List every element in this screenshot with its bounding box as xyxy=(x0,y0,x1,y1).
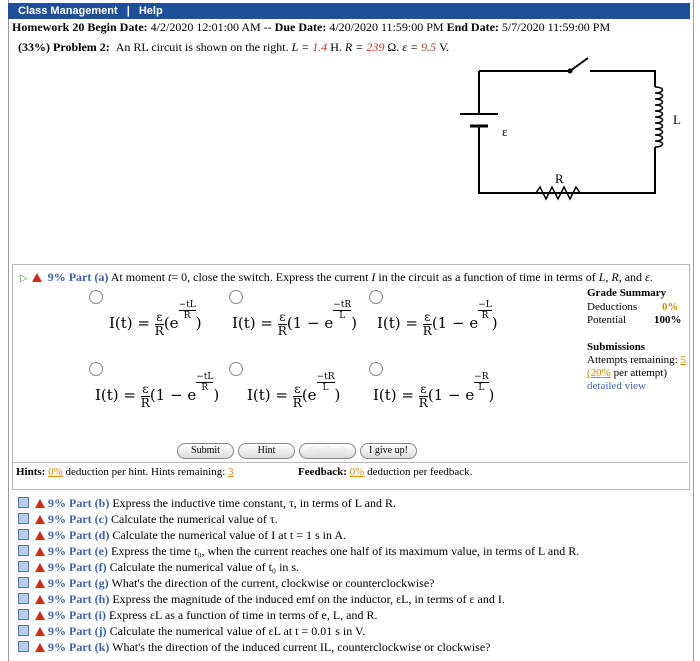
eq-exponent xyxy=(474,372,488,393)
eq-fraction xyxy=(155,311,164,338)
part-a-title: Part (a) xyxy=(68,270,109,284)
warning-icon xyxy=(35,611,45,620)
question-text: At moment xyxy=(110,270,166,284)
part-icon xyxy=(18,513,29,524)
date-dash: -- xyxy=(263,20,272,34)
part-percent: 9% xyxy=(48,592,66,606)
part-row[interactable] xyxy=(18,528,346,543)
part-question: What's the direction of the current, clockwise or counterclockwise? xyxy=(111,576,435,590)
eq-numerator: ε xyxy=(420,381,427,396)
part-percent: 9% xyxy=(48,496,66,510)
question-var-l: L xyxy=(598,270,606,284)
part-title: Part (d) xyxy=(69,528,110,542)
option-1-radio[interactable] xyxy=(89,290,103,304)
eq-fraction xyxy=(278,311,287,338)
rl-circuit-diagram xyxy=(440,52,690,212)
eq-denominator: R xyxy=(140,395,150,410)
deductions-label: Deductions xyxy=(587,301,638,313)
part-question: Express the magnitude of the induced emf on the inductor, εL, in terms of ε and I. xyxy=(112,592,505,606)
option-3-equation xyxy=(377,300,498,338)
part-row[interactable] xyxy=(18,496,396,511)
begin-date-label: Begin Date: xyxy=(87,20,148,34)
question-text: in the circuit as a function of time in terms of xyxy=(378,270,596,284)
resistance-unit: Ω. xyxy=(387,40,400,54)
eq-lhs: I(t) = xyxy=(373,386,414,404)
option-5-equation xyxy=(247,372,340,410)
eq-mid: (e xyxy=(163,314,179,332)
eq-denominator: R xyxy=(418,395,428,410)
part-title: Part (k) xyxy=(69,640,110,654)
part-question: Express εL as a function of time in terms of e, L, and R. xyxy=(108,608,378,622)
eq-exp-numerator: −tL xyxy=(196,372,214,382)
feedback-button[interactable]: Feedback xyxy=(299,443,356,459)
hints-remaining: 3 xyxy=(228,466,234,478)
warning-icon xyxy=(35,627,45,636)
eq-mid: (1 − e xyxy=(286,314,334,332)
inductance-unit: H. xyxy=(330,40,342,54)
begin-date: 4/2/2020 12:01:00 AM xyxy=(150,20,261,34)
option-5-radio[interactable] xyxy=(229,362,243,376)
eq-fraction xyxy=(293,383,302,410)
question-text: = 0, close the switch. Express the current xyxy=(171,270,369,284)
hints-percent: 0% xyxy=(48,466,63,478)
part-percent: 9% xyxy=(48,512,66,526)
question-text: , and xyxy=(618,270,643,284)
eq-exp-denominator: R xyxy=(183,311,191,321)
part-question: Calculate the numerical value of τ. xyxy=(110,512,278,526)
feedback-percent: 0% xyxy=(349,466,365,478)
part-row[interactable] xyxy=(18,544,579,559)
warning-icon xyxy=(35,643,45,652)
hints-text: deduction per hint. Hints remaining: xyxy=(65,466,226,478)
resistor-label: R xyxy=(555,171,564,186)
eq-fraction xyxy=(141,383,150,410)
part-icon xyxy=(18,641,29,652)
eq-numerator: ε xyxy=(156,309,163,324)
eq-exp-denominator: R xyxy=(481,311,489,321)
problem-label: Problem 2: xyxy=(53,40,110,54)
question-var-r: R xyxy=(611,270,619,284)
resistance-value: 239 xyxy=(366,40,385,54)
part-title: Part (e) xyxy=(69,544,108,558)
part-question: Calculate the numerical value of I at t = 1 s in A. xyxy=(112,528,347,542)
eq-lhs: I(t) = xyxy=(377,314,418,332)
menu-bar xyxy=(8,3,690,19)
part-title: Part (j) xyxy=(69,624,107,638)
option-2-equation xyxy=(232,300,357,338)
part-question: Calculate the numerical value of t₀ in s. xyxy=(109,560,300,574)
eq-lhs: I(t) = xyxy=(109,314,150,332)
warning-icon xyxy=(35,579,45,588)
part-title: Part (b) xyxy=(69,496,110,510)
part-row[interactable] xyxy=(18,608,378,623)
eq-tail: ) xyxy=(195,314,202,332)
menu-help[interactable]: Help xyxy=(138,5,163,17)
eq-exponent xyxy=(333,300,351,321)
hints-label: Hints: xyxy=(16,466,46,478)
warning-icon xyxy=(35,595,45,604)
question-var-t: t xyxy=(168,270,172,284)
warning-icon xyxy=(32,273,42,282)
part-percent: 9% xyxy=(48,640,66,654)
problem-text: An RL circuit is shown on the right. xyxy=(115,40,289,54)
inductor-label: L xyxy=(673,112,681,127)
part-icon xyxy=(18,593,29,604)
end-date: 5/7/2020 11:59:00 PM xyxy=(501,20,611,34)
question-comma: , xyxy=(605,270,609,284)
eq-tail: ) xyxy=(491,314,498,332)
eq-mid: (1 − e xyxy=(427,386,475,404)
part-icon xyxy=(18,625,29,636)
submissions-title: Submissions xyxy=(587,341,646,353)
part-percent: 9% xyxy=(48,576,66,590)
expand-triangle-icon[interactable]: ▷ xyxy=(20,273,28,284)
eq-mid: (e xyxy=(301,386,317,404)
eq-exp-denominator: R xyxy=(201,383,209,393)
warning-icon xyxy=(35,563,45,572)
hint-button[interactable]: Hint xyxy=(238,443,295,459)
eq-denominator: R xyxy=(154,323,164,338)
inductor-coil xyxy=(655,87,663,147)
eq-exp-numerator: −L xyxy=(478,300,492,310)
part-row[interactable] xyxy=(18,576,435,591)
per-attempt xyxy=(587,367,667,379)
part-percent: 9% xyxy=(48,608,66,622)
give-up-button[interactable]: I give up! xyxy=(360,443,417,459)
part-icon xyxy=(18,609,29,620)
detailed-view-link[interactable]: detailed view xyxy=(587,380,646,392)
menu-separator: | xyxy=(126,5,130,17)
emf-label: ε = xyxy=(402,40,419,54)
grade-summary-title: Grade Summary xyxy=(587,287,667,299)
eq-exp-numerator: −R xyxy=(474,372,489,382)
part-percent: 9% xyxy=(48,528,66,542)
eq-fraction xyxy=(419,383,428,410)
menu-class-management[interactable]: Class Management xyxy=(18,5,118,17)
eq-numerator: ε xyxy=(294,381,301,396)
warning-icon xyxy=(35,531,45,540)
warning-icon xyxy=(35,515,45,524)
part-question: Calculate the numerical value of εL at t = 0.01 s in V. xyxy=(109,624,366,638)
feedback-text: deduction per feedback. xyxy=(367,466,473,478)
part-question: Express the inductive time constant, τ, in terms of L and R. xyxy=(112,496,396,510)
hints-info xyxy=(16,466,234,478)
problem-percent: (33%) xyxy=(18,40,50,54)
eq-tail: ) xyxy=(351,314,358,332)
eq-lhs: I(t) = xyxy=(232,314,273,332)
part-a-percent: 9% xyxy=(47,270,66,284)
eq-exp-denominator: L xyxy=(339,311,346,321)
eq-mid: (1 − e xyxy=(149,386,197,404)
per-attempt-percent: (20% xyxy=(587,367,611,379)
emf-unit: V. xyxy=(439,40,450,54)
part-row[interactable] xyxy=(18,640,490,655)
part-row[interactable] xyxy=(18,592,505,607)
option-4-equation xyxy=(95,372,219,410)
eq-lhs: I(t) = xyxy=(95,386,136,404)
part-icon xyxy=(18,561,29,572)
problem-statement xyxy=(18,40,449,55)
part-percent: 9% xyxy=(48,560,66,574)
warning-icon xyxy=(35,499,45,508)
part-percent: 9% xyxy=(48,544,66,558)
eq-denominator: R xyxy=(277,323,287,338)
warning-icon xyxy=(35,547,45,556)
homework-title: Homework 20 xyxy=(12,20,85,34)
eq-numerator: ε xyxy=(279,309,286,324)
eq-lhs: I(t) = xyxy=(247,386,288,404)
eq-tail: ) xyxy=(488,386,495,404)
part-question: What's the direction of the induced current IL, counterclockwise or clockwise? xyxy=(112,640,491,654)
attempts-count: 5 xyxy=(680,354,686,366)
submit-button[interactable]: Submit xyxy=(177,443,234,459)
part-title: Part (h) xyxy=(69,592,110,606)
part-title: Part (c) xyxy=(69,512,108,526)
part-percent: 9% xyxy=(48,624,66,638)
switch-arm xyxy=(570,58,588,71)
eq-exponent xyxy=(179,300,196,321)
part-icon xyxy=(18,497,29,508)
eq-tail: ) xyxy=(213,386,220,404)
eq-exponent xyxy=(478,300,492,321)
part-icon xyxy=(18,577,29,588)
potential-label: Potential xyxy=(587,314,627,326)
emf-value: 9.5 xyxy=(421,40,437,54)
deductions-value: 0% xyxy=(662,301,679,313)
part-row[interactable] xyxy=(18,512,278,527)
part-icon xyxy=(18,529,29,540)
option-6-equation xyxy=(373,372,494,410)
switch-pivot xyxy=(568,69,573,74)
eq-exp-denominator: L xyxy=(478,383,485,393)
eq-denominator: R xyxy=(292,395,302,410)
due-date: 4/20/2020 11:59:00 PM xyxy=(329,20,444,34)
question-var-i: I xyxy=(371,270,376,284)
part-title: Part (i) xyxy=(69,608,106,622)
eq-tail: ) xyxy=(334,386,341,404)
part-row[interactable] xyxy=(18,624,365,639)
feedback-label: Feedback: xyxy=(298,466,347,478)
eq-exp-denominator: L xyxy=(322,383,329,393)
eq-exponent xyxy=(196,372,213,393)
eq-exponent xyxy=(317,372,335,393)
eq-mid: (1 − e xyxy=(431,314,479,332)
per-attempt-text: per attempt) xyxy=(613,367,668,379)
attempts-remaining xyxy=(587,354,686,366)
inductance-label: L = xyxy=(291,40,310,54)
eq-exp-numerator: −tR xyxy=(316,372,335,382)
potential-value: 100% xyxy=(654,314,682,326)
eq-numerator: ε xyxy=(142,381,149,396)
eq-denominator: R xyxy=(422,323,432,338)
end-date-label: End Date: xyxy=(446,20,499,34)
eq-exp-numerator: −tR xyxy=(333,300,352,310)
part-title: Part (f) xyxy=(69,560,107,574)
eq-exp-numerator: −tL xyxy=(178,300,196,310)
part-a-question xyxy=(20,270,653,285)
part-icon xyxy=(18,545,29,556)
part-title: Part (g) xyxy=(69,576,109,590)
inductance-value: 1.4 xyxy=(312,40,328,54)
eq-numerator: ε xyxy=(424,309,431,324)
wire-top-right xyxy=(590,71,655,87)
battery-label: ε xyxy=(502,124,508,139)
feedback-info xyxy=(298,466,472,478)
resistance-label: R = xyxy=(344,40,364,54)
eq-fraction xyxy=(423,311,432,338)
homework-header xyxy=(12,20,688,35)
due-date-label: Due Date: xyxy=(274,20,327,34)
question-period: . xyxy=(649,270,653,284)
part-row[interactable] xyxy=(18,560,299,575)
option-1-equation xyxy=(109,300,202,338)
attempts-label: Attempts remaining: xyxy=(587,354,678,366)
part-question: Express the time t₀, when the current reaches one half of its maximum value, in terms of L and R. xyxy=(110,544,580,558)
question-var-e: ε xyxy=(645,270,650,284)
